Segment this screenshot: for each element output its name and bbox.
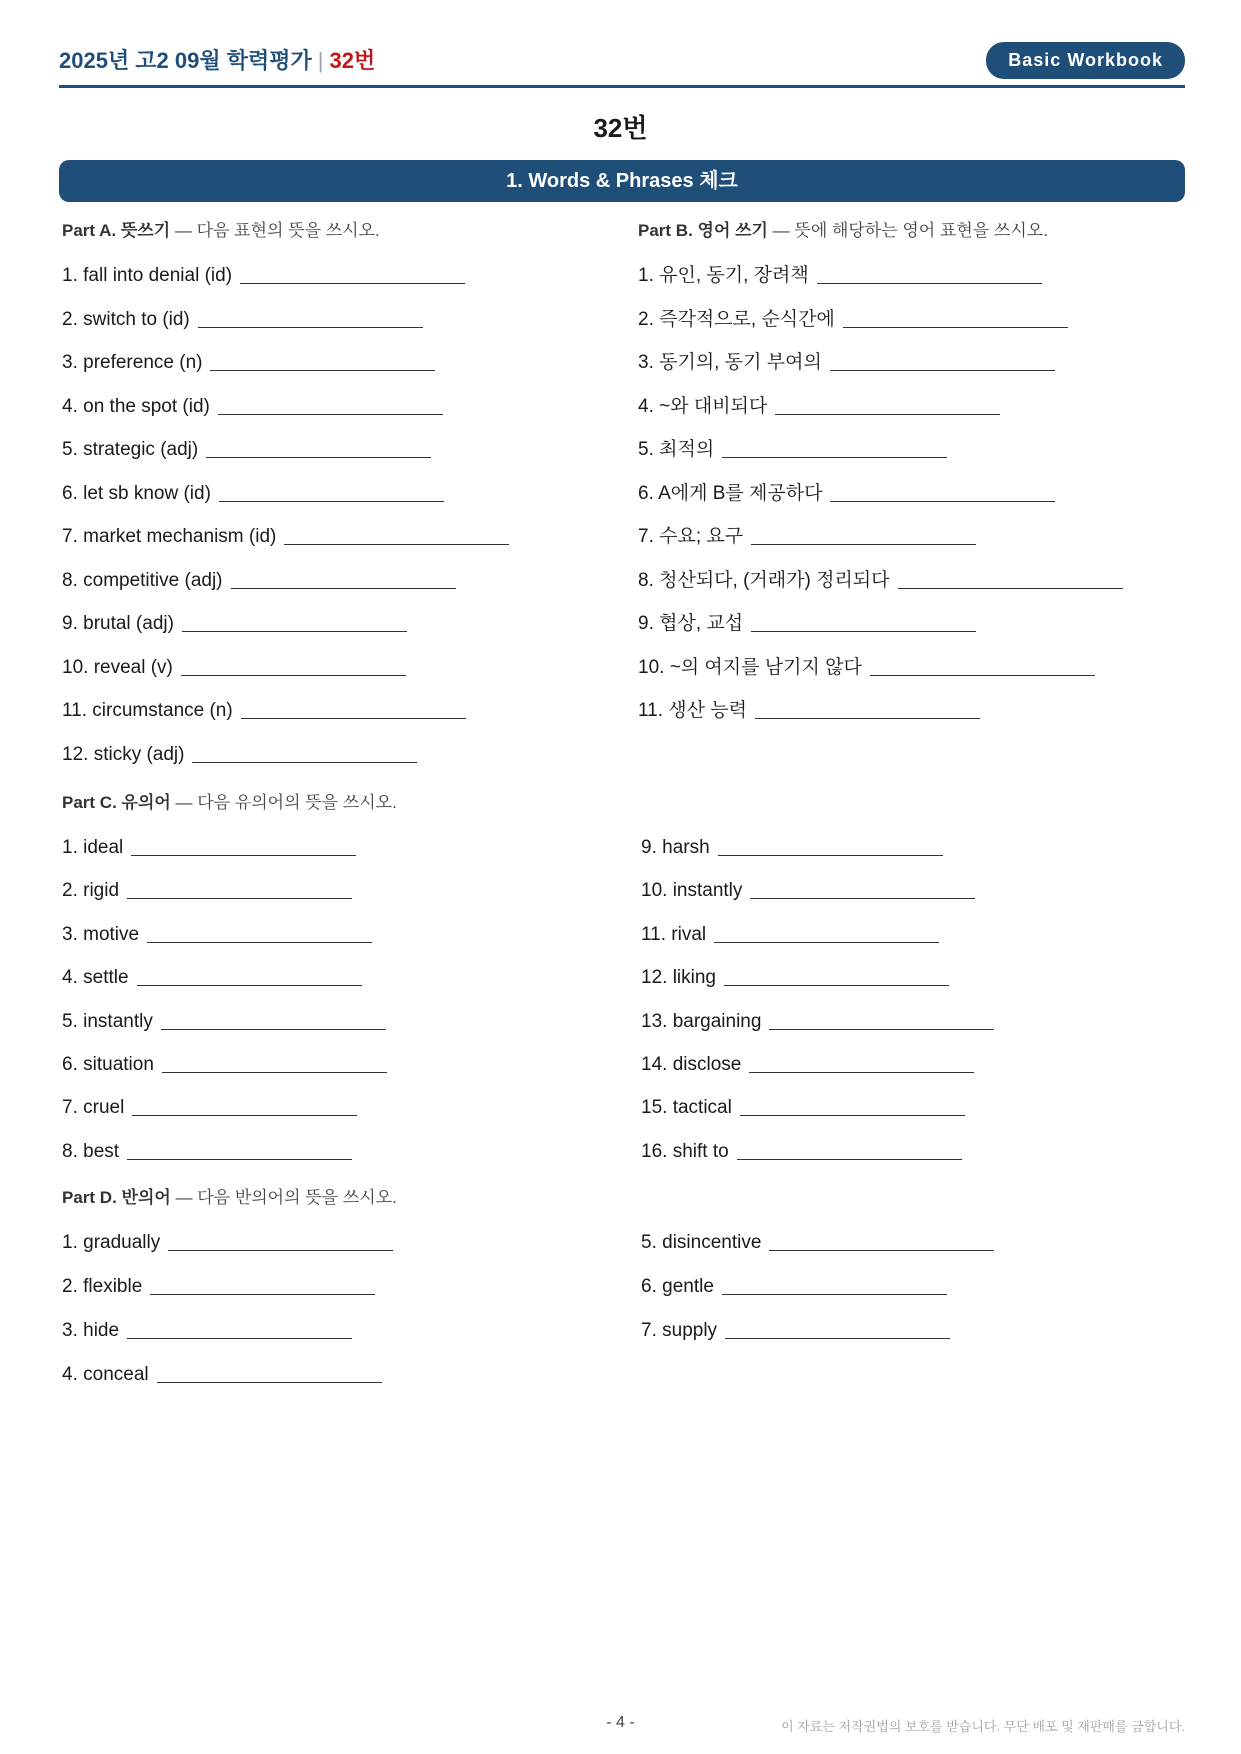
item-label: 10. reveal (v): [62, 656, 173, 678]
item-label: 4. ~와 대비되다: [638, 395, 768, 417]
answer-blank[interactable]: [210, 369, 435, 371]
answer-blank[interactable]: [775, 413, 1000, 415]
answer-blank[interactable]: [127, 897, 352, 899]
item-label: 1. 유인, 동기, 장려책: [638, 265, 809, 286]
section-title-bar: 1. Words & Phrases 체크: [59, 160, 1185, 202]
item-label: 1. fall into denial (id): [62, 265, 233, 286]
answer-blank[interactable]: [843, 326, 1068, 328]
header-separator: |: [317, 48, 324, 73]
answer-blank[interactable]: [830, 500, 1055, 502]
answer-blank[interactable]: [218, 413, 443, 415]
item-label: 6. situation: [62, 1054, 154, 1075]
part-d-item: [641, 1314, 950, 1342]
item-label: 2. flexible: [62, 1276, 143, 1297]
part-c-item: [641, 918, 939, 946]
answer-blank[interactable]: [830, 369, 1055, 371]
part-a-label: Part A. 뜻쓰기: [62, 221, 171, 240]
part-a-instruction: — 다음 표현의 뜻을 쓰시오.: [174, 221, 380, 240]
part-a-item: [62, 738, 417, 766]
part-a-item: [62, 520, 509, 548]
item-label: 3. hide: [62, 1320, 120, 1341]
item-label: 2. rigid: [62, 880, 120, 902]
part-c-item: [641, 1091, 965, 1119]
copyright-notice: 이 자료는 저작권법의 보호를 받습니다. 무단 배포 및 재판매를 금합니다.: [781, 1719, 1185, 1734]
answer-blank[interactable]: [240, 282, 465, 284]
part-c-item: [641, 1048, 974, 1076]
item-label: 6. let sb know (id): [62, 482, 211, 504]
part-c-item: [641, 961, 949, 989]
item-label: 13. bargaining: [641, 1010, 762, 1032]
part-a-item: [62, 346, 435, 374]
item-label: 16. shift to: [641, 1140, 729, 1162]
part-d-instruction: — 다음 반의어의 뜻을 쓰시오.: [175, 1188, 397, 1207]
part-a-item: [62, 303, 423, 331]
item-label: 10. instantly: [641, 880, 743, 902]
part-c-item: [641, 831, 943, 859]
answer-blank[interactable]: [817, 282, 1042, 284]
answer-blank[interactable]: [192, 761, 417, 763]
part-a-item: [62, 694, 466, 722]
answer-blank[interactable]: [769, 1028, 994, 1030]
part-c-item: [62, 1048, 387, 1076]
workbook-badge: Basic Workbook: [986, 42, 1185, 79]
part-a-title: [62, 216, 380, 241]
answer-blank[interactable]: [722, 1293, 947, 1295]
item-label: 9. brutal (adj): [62, 613, 174, 634]
item-label: 12. sticky (adj): [62, 743, 185, 765]
answer-blank[interactable]: [181, 674, 406, 676]
part-b-title: [638, 216, 1048, 241]
answer-blank[interactable]: [740, 1114, 965, 1116]
item-label: 4. on the spot (id): [62, 395, 210, 417]
page-header: [59, 40, 1185, 90]
part-c-item: [641, 1135, 962, 1163]
part-b-item: [638, 346, 1055, 374]
part-b-item: [638, 564, 1123, 592]
part-b-item: [638, 259, 1042, 287]
part-a-item: [62, 651, 406, 679]
answer-blank[interactable]: [219, 500, 444, 502]
part-d-item: [62, 1358, 382, 1386]
item-label: 6. A에게 B를 제공하다: [638, 482, 823, 504]
item-label: 5. disincentive: [641, 1232, 762, 1253]
answer-blank[interactable]: [750, 897, 975, 899]
item-label: 12. liking: [641, 967, 716, 989]
page-number: - 4 -: [606, 1714, 635, 1731]
answer-blank[interactable]: [131, 854, 356, 856]
answer-blank[interactable]: [132, 1114, 357, 1116]
part-b-label: Part B. 영어 쓰기: [638, 221, 768, 240]
item-label: 5. 최적의: [638, 439, 715, 460]
answer-blank[interactable]: [722, 456, 947, 458]
answer-blank[interactable]: [182, 630, 407, 632]
item-label: 8. 청산되다, (거래가) 정리되다: [638, 569, 890, 591]
page-title: 32번: [593, 113, 648, 143]
answer-blank[interactable]: [749, 1071, 974, 1073]
part-b-item: [638, 520, 976, 548]
part-b-item: [638, 694, 980, 722]
answer-blank[interactable]: [150, 1293, 375, 1295]
part-b-item: [638, 390, 1000, 418]
part-a-item: [62, 390, 443, 418]
part-c-item: [62, 874, 352, 902]
answer-blank[interactable]: [725, 1337, 950, 1339]
answer-blank[interactable]: [168, 1249, 393, 1251]
answer-blank[interactable]: [206, 456, 431, 458]
header-title: [59, 44, 375, 75]
item-label: 7. cruel: [62, 1097, 125, 1119]
part-d-item: [62, 1270, 375, 1298]
part-c-instruction: — 다음 유의어의 뜻을 쓰시오.: [175, 793, 397, 812]
header-divider: [59, 85, 1185, 88]
part-c-item: [641, 1005, 994, 1033]
item-label: 7. market mechanism (id): [62, 526, 277, 547]
part-b-item: [638, 651, 1095, 679]
item-label: 7. supply: [641, 1320, 718, 1341]
part-c-item: [62, 831, 356, 859]
item-label: 15. tactical: [641, 1097, 732, 1119]
item-label: 1. gradually: [62, 1232, 161, 1253]
part-c-item: [62, 918, 372, 946]
part-b-item: [638, 303, 1068, 331]
item-label: 8. best: [62, 1140, 120, 1162]
part-b-item: [638, 433, 947, 461]
answer-blank[interactable]: [751, 630, 976, 632]
answer-blank[interactable]: [769, 1249, 994, 1251]
item-label: 2. switch to (id): [62, 308, 190, 330]
answer-blank[interactable]: [737, 1158, 962, 1160]
item-label: 9. harsh: [641, 837, 710, 858]
item-label: 3. 동기의, 동기 부여의: [638, 352, 822, 373]
part-c-item: [62, 1135, 352, 1163]
part-b-item: [638, 477, 1055, 505]
answer-blank[interactable]: [718, 854, 943, 856]
part-d-title: [62, 1183, 397, 1208]
answer-blank[interactable]: [284, 543, 509, 545]
item-label: 11. 생산 능력: [638, 700, 747, 721]
answer-blank[interactable]: [198, 326, 423, 328]
answer-blank[interactable]: [127, 1337, 352, 1339]
item-label: 7. 수요; 요구: [638, 526, 744, 547]
answer-blank[interactable]: [162, 1071, 387, 1073]
part-d-item: [62, 1314, 352, 1342]
item-label: 14. disclose: [641, 1054, 742, 1075]
item-label: 11. circumstance (n): [62, 700, 233, 721]
answer-blank[interactable]: [870, 674, 1095, 676]
part-d-label: Part D. 반의어: [62, 1188, 171, 1207]
answer-blank[interactable]: [898, 587, 1123, 589]
item-label: 1. ideal: [62, 837, 124, 858]
part-c-item: [62, 961, 362, 989]
answer-blank[interactable]: [751, 543, 976, 545]
item-label: 10. ~의 여지를 남기지 않다: [638, 656, 862, 678]
part-c-title: [62, 788, 397, 813]
answer-blank[interactable]: [724, 984, 949, 986]
item-label: 4. conceal: [62, 1364, 149, 1385]
part-d-item: [641, 1270, 947, 1298]
exam-title: 2025년 고2 09월 학력평가: [59, 48, 312, 73]
answer-blank[interactable]: [714, 941, 939, 943]
item-label: 9. 협상, 교섭: [638, 613, 744, 634]
part-c-item: [641, 874, 975, 902]
answer-blank[interactable]: [755, 717, 980, 719]
answer-blank[interactable]: [231, 587, 456, 589]
part-a-item: [62, 564, 456, 592]
part-c-label: Part C. 유의어: [62, 793, 171, 812]
item-label: 8. competitive (adj): [62, 569, 223, 591]
answer-blank[interactable]: [137, 984, 362, 986]
part-a-item: [62, 259, 465, 287]
question-number: 32번: [329, 48, 376, 73]
part-d-item: [641, 1226, 994, 1254]
part-a-item: [62, 477, 444, 505]
answer-blank[interactable]: [241, 717, 466, 719]
part-b-instruction: — 뜻에 해당하는 영어 표현을 쓰시오.: [772, 221, 1048, 240]
item-label: 3. preference (n): [62, 352, 203, 373]
item-label: 4. settle: [62, 967, 129, 989]
answer-blank[interactable]: [157, 1381, 382, 1383]
answer-blank[interactable]: [127, 1158, 352, 1160]
part-a-item: [62, 433, 431, 461]
part-c-item: [62, 1005, 386, 1033]
item-label: 3. motive: [62, 923, 140, 945]
answer-blank[interactable]: [161, 1028, 386, 1030]
part-d-item: [62, 1226, 393, 1254]
part-a-item: [62, 607, 407, 635]
item-label: 11. rival: [641, 923, 707, 945]
answer-blank[interactable]: [147, 941, 372, 943]
part-c-item: [62, 1091, 357, 1119]
item-label: 2. 즉각적으로, 순식간에: [638, 308, 835, 330]
item-label: 5. strategic (adj): [62, 439, 199, 460]
item-label: 6. gentle: [641, 1276, 714, 1297]
item-label: 5. instantly: [62, 1010, 153, 1032]
part-b-item: [638, 607, 976, 635]
